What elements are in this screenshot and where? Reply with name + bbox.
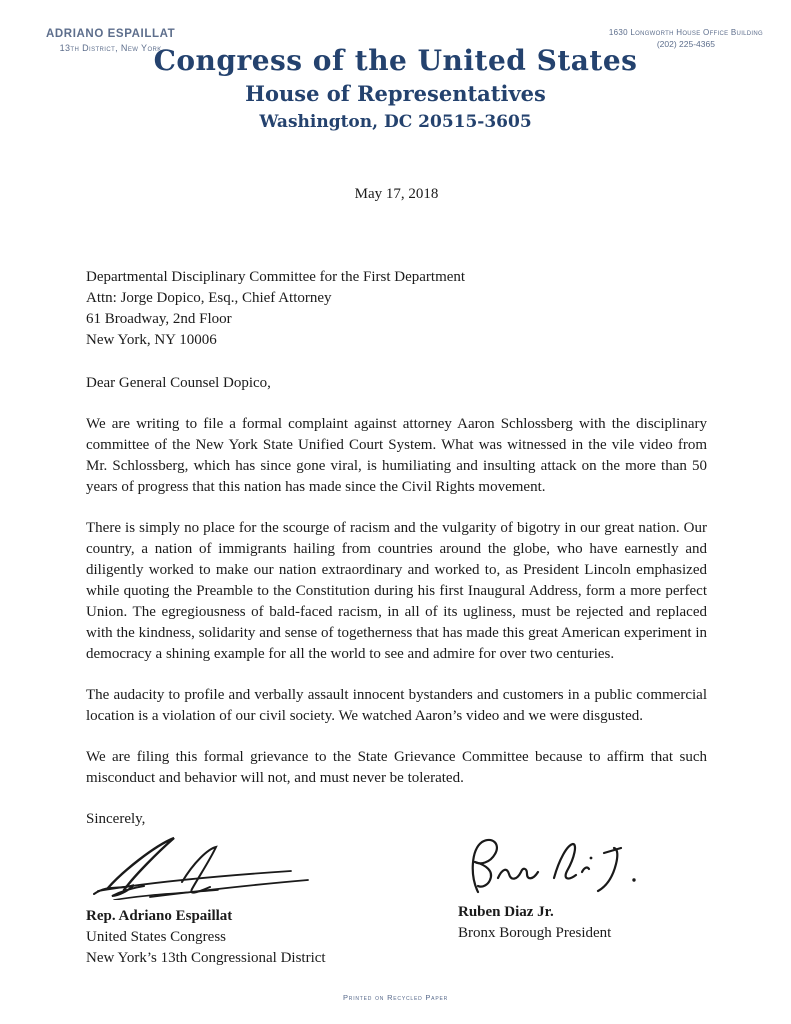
letter-body — [0, 184, 791, 969]
recipient-address-block — [86, 267, 707, 351]
signature-row — [86, 834, 707, 969]
recycled-paper-note: Printed on Recycled Paper — [342, 993, 449, 1002]
recipient-line: 61 Broadway, 2nd Floor — [86, 311, 232, 327]
letterhead-house-line: House of Representatives — [245, 81, 546, 106]
signature-block-diaz — [458, 834, 707, 969]
office-contact-block — [609, 28, 763, 49]
body-paragraph: There is simply no place for the scourge of racism and the vulgarity of bigotry in our great nation. Our country, a nation of immigrants hailing from countries around the globe, who have earnestly and diligently worked to make our nation extraordinary and worked to, as President Lincoln emphasized while quoting the Preamble to the Constitution during his first Inaugural Address, form a more perfect Union. The egregiousness of bald-faced racism, in all of its ugliness, must be rejected and replaced with the kindness, solidarity and sense of togetherness that has made this great American experiment in democracy a shining example for all the world to see and admire for over two centuries. — [86, 520, 707, 662]
member-district: 13th District, New York — [59, 43, 162, 53]
member-identity-block — [46, 28, 175, 53]
signature-block-espaillat — [86, 834, 458, 969]
recipient-line: New York, NY 10006 — [86, 332, 217, 348]
office-address: 1630 Longworth House Office Building — [608, 28, 763, 37]
body-paragraph: We are filing this formal grievance to the State Grievance Committee because to affirm that such misconduct and behavior will not, and must never be tolerated. — [86, 749, 707, 786]
letterhead-congress-line: Congress of the United States — [153, 44, 638, 77]
signer-title-line: New York’s 13th Congressional District — [86, 950, 326, 966]
signer-title-line: Bronx Borough President — [458, 925, 612, 941]
signer-name: Rep. Adriano Espaillat — [86, 908, 233, 924]
closing: Sincerely, — [86, 811, 146, 827]
recipient-line: Departmental Disciplinary Committee for the First Department — [86, 269, 466, 285]
body-paragraph: The audacity to profile and verbally assault innocent bystanders and customers in a public commercial location is a violation of our civil society. We watched Aaron’s video and we were disgusted. — [86, 687, 707, 724]
recipient-line: Attn: Jorge Dopico, Esq., Chief Attorney — [86, 290, 332, 306]
letterhead — [0, 0, 791, 160]
salutation: Dear General Counsel Dopico, — [86, 375, 271, 391]
letter-date: May 17, 2018 — [354, 186, 439, 202]
member-name: ADRIANO ESPAILLAT — [46, 28, 176, 40]
body-paragraph: We are writing to file a formal complaint against attorney Aaron Schlossberg with the disciplinary committee of the New York State Unified Court System. What was witnessed in the vile video from Mr. Schlossberg, which has since gone viral, is humiliating and insulting attack on the more than 50 years of progress that this nation has made since the Civil Rights movement. — [86, 416, 707, 495]
signer-name: Ruben Diaz Jr. — [458, 904, 554, 920]
espaillat-signature-icon — [86, 834, 336, 900]
letterhead-city-line: Washington, DC 20515-3605 — [259, 112, 532, 132]
diaz-signature-icon — [458, 834, 648, 896]
office-phone: (202) 225-4365 — [656, 39, 715, 49]
signer-title-line: United States Congress — [86, 929, 226, 945]
